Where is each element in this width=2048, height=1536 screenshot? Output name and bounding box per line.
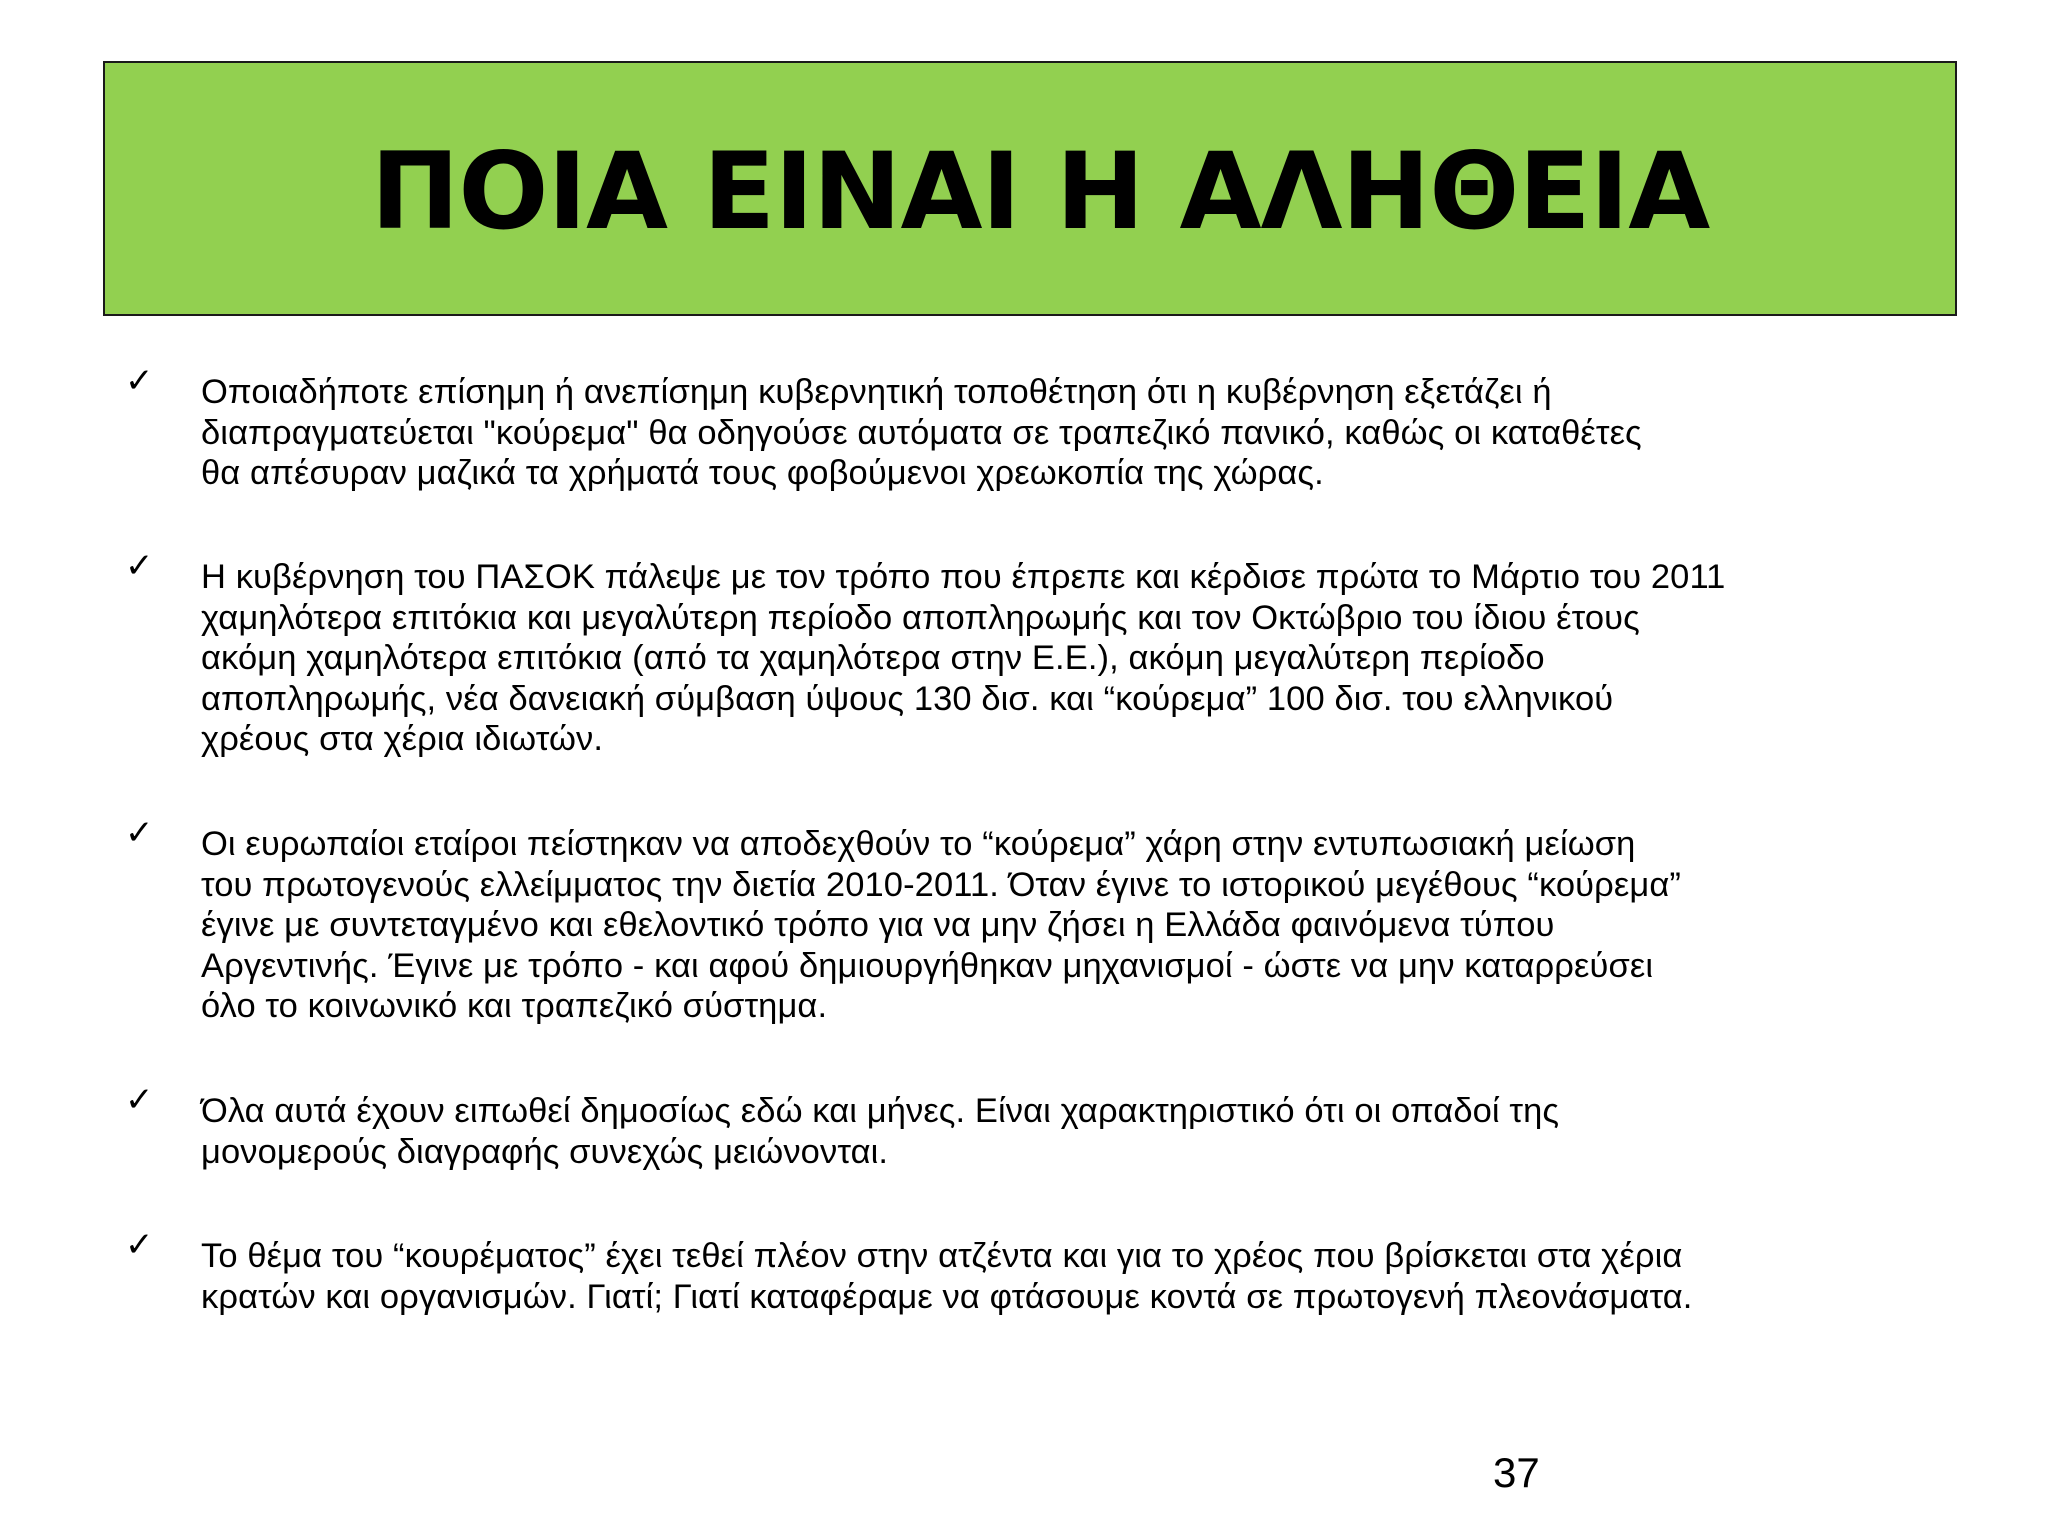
- bullet-text: Το θέμα του “κουρέματος” έχει τεθεί πλέον στην ατζέντα και για το χρέος που βρίσκεται στα χέρια κρατών και οργανισμών. Γιατί; Γιατί καταφέραμε να φτάσουμε κοντά σε πρωτογενή πλεονάσματα.: [201, 1237, 1693, 1316]
- bullet-text: Η κυβέρνηση του ΠΑΣΟΚ πάλεψε με τον τρόπο που έπρεπε και κέρδισε πρώτα το Μάρτιο του 2011 χαμηλότερα επιτόκια και μεγαλύτερη περίοδο αποπληρωμής και τον Οκτώβριο του ίδιου έτους ακόμη χαμηλότερα επιτόκια (από τα χαμηλότερα στην Ε.Ε.), ακόμη μεγαλύτερη περίοδο αποπληρωμής, νέα δανειακή σύμβαση ύψους 130 δισ. και “κούρεμα” 100 δισ. του ελληνικού χρέους στα χέρια ιδιωτών.: [201, 558, 1726, 758]
- page-number: 37: [1493, 1449, 1540, 1496]
- checkmark-icon: ✓: [125, 813, 154, 853]
- checkmark-icon: ✓: [125, 361, 154, 401]
- bullet-text: Οποιαδήποτε επίσημη ή ανεπίσημη κυβερνητική τοποθέτηση ότι η κυβέρνηση εξετάζει ή διαπραγματεύεται "κούρεμα" θα οδηγούσε αυτόματα σε τραπεζικό πανικό, καθώς οι καταθέτες θα απέσυραν μαζικά τα χρήματά τους φοβούμενοι χρεωκοπία της χώρας.: [201, 373, 1642, 492]
- checkmark-icon: ✓: [125, 1225, 154, 1265]
- bullet-text: Οι ευρωπαίοι εταίροι πείστηκαν να αποδεχθούν το “κούρεμα” χάρη στην εντυπωσιακή μείωση του πρωτογενούς ελλείμματος την διετία 2010-2011. Όταν έγινε το ιστορικού μεγέθους “κούρεμα” έγινε με συντεταγμένο και εθελοντικό τρόπο για να μην ζήσει η Ελλάδα φαινόμενα τύπου Αργεντινής. Έγινε με τρόπο - και αφού δημιουργήθηκαν μηχανισμοί - ώστε να μην καταρρεύσει όλο το κοινωνικό και τραπεζικό σύστημα.: [201, 825, 1681, 1025]
- checkmark-icon: ✓: [125, 546, 154, 586]
- checkmark-icon: ✓: [125, 1080, 154, 1120]
- bullet-text: Όλα αυτά έχουν ειπωθεί δημοσίως εδώ και μήνες. Είναι χαρακτηριστικό ότι οι οπαδοί της μονομερούς διαγραφής συνεχώς μειώνονται.: [201, 1092, 1560, 1171]
- slide-title: ΠΟΙΑ ΕΙΝΑΙ Η ΑΛΗΘΕΙΑ: [370, 129, 1710, 253]
